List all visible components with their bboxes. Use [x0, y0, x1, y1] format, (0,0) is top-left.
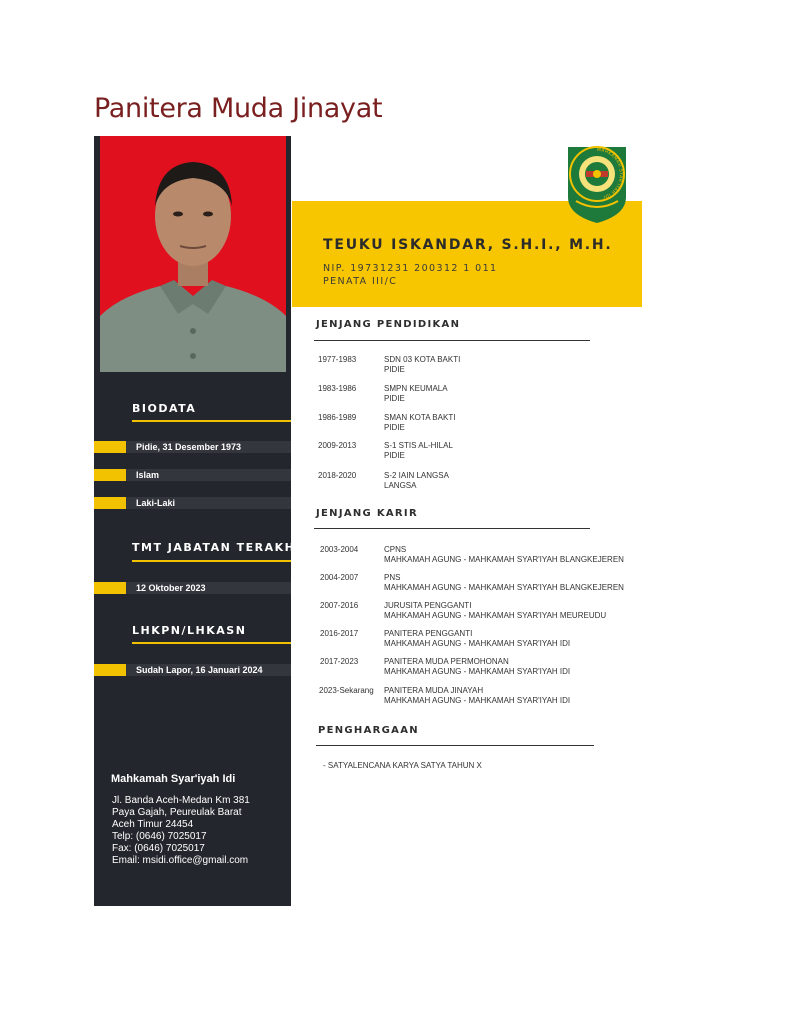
- education-place: PIDIE: [384, 451, 405, 460]
- career-office: MAHKAMAH AGUNG - MAHKAMAH SYAR'IYAH IDI: [384, 667, 571, 676]
- education-place: PIDIE: [384, 365, 405, 374]
- education-rule: [314, 340, 590, 341]
- biodata-religion-text: Islam: [136, 470, 160, 480]
- career-year: 2016-2017: [320, 629, 359, 638]
- education-school: S-1 STIS AL-HILAL: [384, 441, 453, 450]
- career-office: MAHKAMAH AGUNG - MAHKAMAH SYAR'IYAH IDI: [384, 696, 571, 705]
- lhkpn-heading: LHKPN/LHKASN: [132, 624, 247, 637]
- education-school: SDN 03 KOTA BAKTI: [384, 355, 461, 364]
- tmt-row: [94, 582, 291, 594]
- address-line: Jl. Banda Aceh-Medan Km 381: [112, 795, 250, 806]
- address-line: Paya Gajah, Peureulak Barat: [112, 807, 242, 818]
- career-year: 2017-2023: [320, 657, 359, 666]
- education-year: 1986-1989: [318, 413, 357, 422]
- career-year: 2003-2004: [320, 545, 359, 554]
- education-year: 2018-2020: [318, 471, 357, 480]
- page-title: Panitera Muda Jinayat: [94, 93, 383, 124]
- career-year: 2007-2016: [320, 601, 359, 610]
- career-position: PANITERA MUDA PERMOHONAN: [384, 657, 509, 666]
- education-year: 1977-1983: [318, 355, 357, 364]
- mahkamah-agung-emblem-icon: [564, 141, 630, 225]
- address-line: Aceh Timur 24454: [112, 819, 194, 830]
- education-school: SMPN KEUMALA: [384, 384, 448, 393]
- career-position: JURUSITA PENGGANTI: [384, 601, 472, 610]
- fax-line: Fax: (0646) 7025017: [112, 843, 205, 854]
- career-position: PANITERA PENGGANTI: [384, 629, 473, 638]
- career-office: MAHKAMAH AGUNG - MAHKAMAH SYAR'IYAH BLANGKEJEREN: [384, 555, 624, 564]
- education-year: 2009-2013: [318, 441, 357, 450]
- lhkpn-row: [94, 664, 291, 676]
- biodata-gender: [94, 497, 291, 509]
- career-rule: [314, 528, 590, 529]
- biodata-birth: [94, 441, 291, 453]
- biodata-rule: [132, 420, 291, 422]
- career-heading: JENJANG KARIR: [316, 508, 418, 519]
- lhkpn-rule: [132, 642, 291, 644]
- career-office: MAHKAMAH AGUNG - MAHKAMAH SYAR'IYAH MEUREUDU: [384, 611, 607, 620]
- education-school: SMAN KOTA BAKTI: [384, 413, 456, 422]
- career-office: MAHKAMAH AGUNG - MAHKAMAH SYAR'IYAH IDI: [384, 639, 571, 648]
- career-position: PNS: [384, 573, 401, 582]
- tmt-value: 12 Oktober 2023: [136, 583, 206, 593]
- employee-rank: PENATA III/C: [323, 276, 398, 287]
- svg-text:MAHKAMAH SYAR'IYAH IDI: MAHKAMAH SYAR'IYAH IDI: [596, 147, 623, 200]
- employee-name: TEUKU ISKANDAR, S.H.I., M.H.: [323, 237, 613, 253]
- biodata-birth-text: Pidie, 31 Desember 1973: [136, 442, 242, 452]
- tmt-heading: TMT JABATAN TERAKHIR: [132, 541, 311, 554]
- biodata-gender-text: Laki-Laki: [136, 498, 176, 508]
- career-year: 2004-2007: [320, 573, 359, 582]
- awards-rule: [316, 745, 594, 746]
- career-position: PANITERA MUDA JINAYAH: [384, 686, 484, 695]
- education-heading: JENJANG PENDIDIKAN: [316, 319, 461, 330]
- email-line: Email: msidi.office@gmail.com: [112, 855, 249, 866]
- career-position: CPNS: [384, 545, 407, 554]
- tmt-rule: [132, 560, 291, 562]
- profile-photo: [100, 136, 286, 372]
- phone-line: Telp: (0646) 7025017: [112, 831, 207, 842]
- education-school: S-2 IAIN LANGSA: [384, 471, 449, 480]
- education-place: PIDIE: [384, 423, 405, 432]
- employee-nip: NIP. 19731231 200312 1 011: [323, 263, 498, 274]
- biodata-religion: [94, 469, 291, 481]
- education-place: LANGSA: [384, 481, 417, 490]
- award-item: - SATYALENCANA KARYA SATYA TAHUN X: [323, 761, 482, 770]
- education-year: 1983-1986: [318, 384, 357, 393]
- biodata-heading: BIODATA: [132, 402, 197, 415]
- lhkpn-value: Sudah Lapor, 16 Januari 2024: [136, 665, 263, 675]
- org-name: Mahkamah Syar'iyah Idi: [111, 773, 236, 785]
- education-place: PIDIE: [384, 394, 405, 403]
- career-office: MAHKAMAH AGUNG - MAHKAMAH SYAR'IYAH BLANGKEJEREN: [384, 583, 624, 592]
- awards-heading: PENGHARGAAN: [318, 725, 419, 736]
- career-year: 2023-Sekarang: [319, 686, 374, 695]
